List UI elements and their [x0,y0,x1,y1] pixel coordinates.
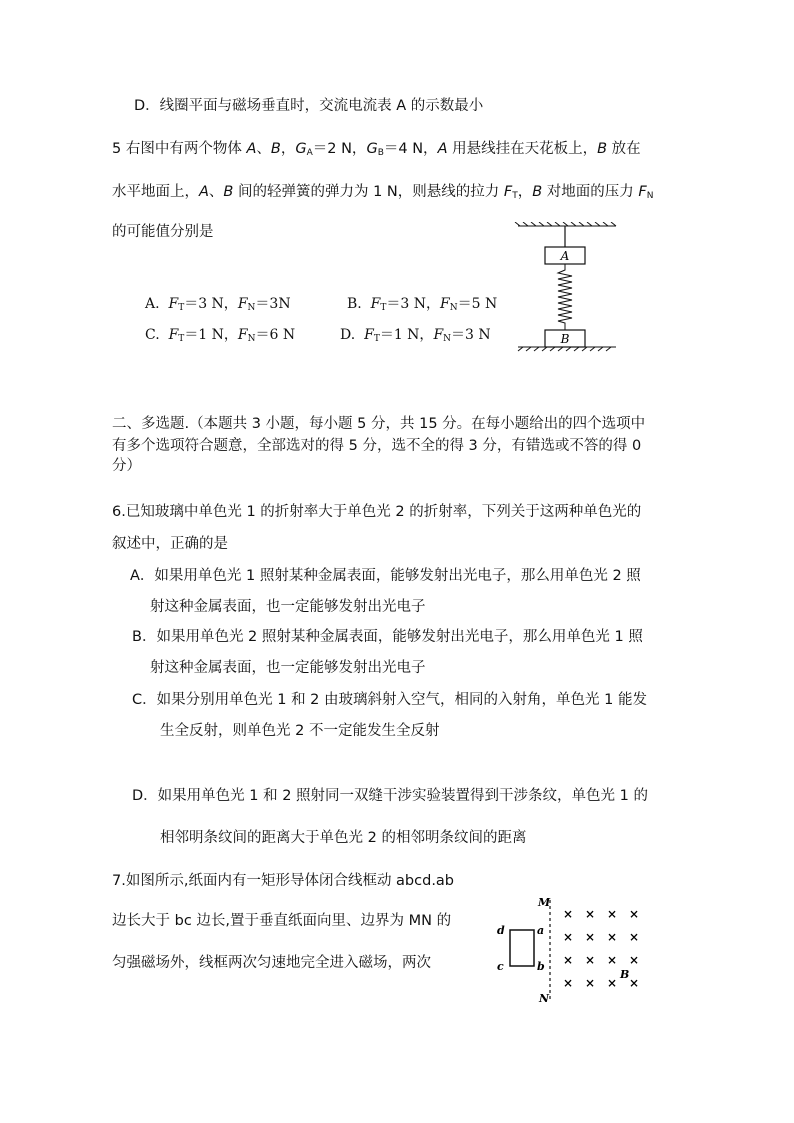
field-cross: × [606,907,618,921]
label-field-b: B [620,968,630,981]
section2-line2: 有多个选项符合题意，全部选对的得 5 分，选不全的得 3 分，有错选或不答的得 0 [112,438,642,454]
spring [558,264,572,330]
field-cross: × [562,953,574,967]
q6-option-c-line1: C．如果分别用单色光 1 和 2 由玻璃斜射入空气，相同的入射角，单色光 1 能发 [132,692,647,708]
label-b: b [537,960,545,973]
q5-spring-figure [512,222,622,357]
q6-stem-line1: 6.已知玻璃中单色光 1 的折射率大于单色光 2 的折射率，下列关于这两种单色光的 [112,504,642,520]
field-cross: × [628,930,640,944]
block-a-label: A [560,249,570,263]
field-cross: × [606,930,618,944]
field-cross: × [606,953,618,967]
field-cross: × [562,907,574,921]
q5-option-b: B. $F_T=3$ N，$F_N=5$ N [347,296,498,313]
q6-option-b-line1: B．如果用单色光 2 照射某种金属表面，能够发射出光电子，那么用单色光 1 照 [132,629,643,645]
field-cross: × [584,907,596,921]
q6-option-c-line2: 生全反射，则单色光 2 不一定能发生全反射 [160,723,440,739]
q7-field-figure [492,890,652,1010]
label-n: N [539,992,550,1005]
q5-stem-line3: 的可能值分别是 [112,224,214,240]
section2-line1: 二、多选题.（本题共 3 小题，每小题 5 分，共 15 分。在每小题给出的四个选项中 [112,416,646,432]
q4-option-d: D．线圈平面与磁场垂直时，交流电流表 A 的示数最小 [134,98,484,114]
field-cross: × [606,976,618,990]
field-cross: × [628,976,640,990]
q7-stem-line1: 7.如图所示,纸面内有一矩形导体闭合线框动 abcd.ab [112,873,455,889]
frame-abcd [510,930,534,966]
field-cross: × [628,907,640,921]
q5-stem-line1: 5 右图中有两个物体 A、B，$G_A=2$ N，$G_B=4$ N，A 用悬线挂在天花板上，B 放在 [112,141,641,158]
section2-line3: 分） [112,458,141,474]
q6-stem-line2: 叙述中，正确的是 [112,536,228,552]
q5-option-d: D. $F_T=1$ N，$F_N=3$ N [340,327,491,344]
field-cross: × [584,953,596,967]
q5-option-a: A. $F_T=3$ N，$F_N=3N$ [145,296,291,313]
q5-stem-line2: 水平地面上，A、B 间的轻弹簧的弹力为 1 N，则悬线的拉力 $F_T$，B 对地面的压力 $F_N$ [112,184,654,201]
label-a: a [537,924,545,937]
q6-option-d-line1: D．如果用单色光 1 和 2 照射同一双缝干涉实验装置得到干涉条纹，单色光 1 的 [132,788,648,804]
q5-option-c: C. $F_T=1$ N，$F_N=6$ N [145,327,296,344]
field-cross: × [584,976,596,990]
label-d: d [497,924,505,937]
label-m: M [538,896,551,909]
q6-option-a-line2: 射这种金属表面，也一定能够发射出光电子 [150,599,426,615]
q7-stem-line2: 边长大于 bc 边长,置于垂直纸面向里、边界为 MN 的 [112,913,452,929]
ceiling [515,222,616,226]
field-cross: × [584,930,596,944]
field-cross: × [562,976,574,990]
floor [518,347,616,351]
q6-option-b-line2: 射这种金属表面，也一定能够发射出光电子 [150,660,426,676]
block-b-label: B [560,332,570,346]
label-c: c [497,960,504,973]
q7-stem-line3: 匀强磁场外，线框两次匀速地完全进入磁场，两次 [112,955,431,971]
field-cross: × [628,953,640,967]
q6-option-a-line1: A．如果用单色光 1 照射某种金属表面，能够发射出光电子，那么用单色光 2 照 [130,568,641,584]
q6-option-d-line2: 相邻明条纹间的距离大于单色光 2 的相邻明条纹间的距离 [160,830,527,846]
field-cross: × [562,930,574,944]
